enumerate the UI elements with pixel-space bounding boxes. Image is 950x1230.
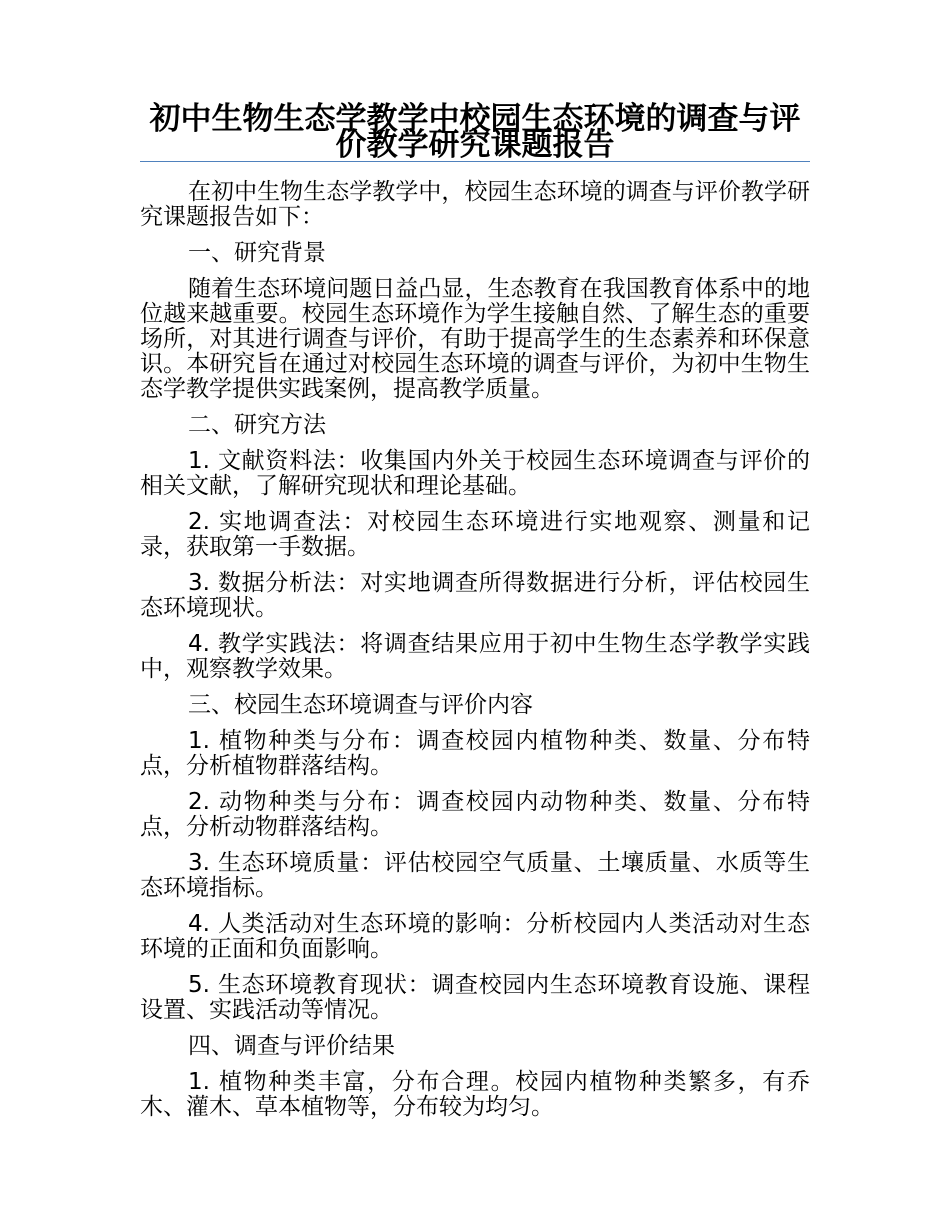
paragraph: 1. 文献资料法：收集国内外关于校园生态环境调查与评价的相关文献，了解研究现状和理论基础。 — [140, 448, 810, 499]
paragraph: 2. 动物种类与分布：调查校园内动物种类、数量、分布特点，分析动物群落结构。 — [140, 789, 810, 840]
section-heading-background: 一、研究背景 — [188, 240, 326, 266]
document-body — [140, 180, 810, 1131]
paragraph: 2. 实地调查法：对校园生态环境进行实地观察、测量和记录，获取第一手数据。 — [140, 509, 810, 560]
paragraph: 随着生态环境问题日益凸显，生态教育在我国教育体系中的地位越来越重要。校园生态环境作为学生接触自然、了解生态的重要场所，对其进行调查与评价，有助于提高学生的生态素养和环保意识。本研究旨在通过对校园生态环境的调查与评价，为初中生物生态学教学提供实践案例，提高教学质量。 — [140, 276, 810, 402]
section-heading-content: 三、校园生态环境调查与评价内容 — [188, 692, 533, 718]
section-heading-methods: 二、研究方法 — [188, 412, 326, 438]
paragraph: 3. 生态环境质量：评估校园空气质量、土壤质量、水质等生态环境指标。 — [140, 850, 810, 901]
document-title: 初中生物生态学教学中校园生态环境的调查与评价教学研究课题报告 — [149, 101, 801, 163]
paragraph: 3. 数据分析法：对实地调查所得数据进行分析，评估校园生态环境现状。 — [140, 570, 810, 621]
paragraph: 4. 教学实践法：将调查结果应用于初中生物生态学教学实践中，观察教学效果。 — [140, 631, 810, 682]
section-heading-results: 四、调查与评价结果 — [188, 1033, 395, 1059]
paragraph: 1. 植物种类丰富，分布合理。校园内植物种类繁多，有乔木、灌木、草本植物等，分布较为均匀。 — [140, 1069, 810, 1120]
title-underline — [140, 161, 810, 162]
paragraph: 5. 生态环境教育现状：调查校园内生态环境教育设施、课程设置、实践活动等情况。 — [140, 972, 810, 1023]
intro-paragraph: 在初中生物生态学教学中，校园生态环境的调查与评价教学研究课题报告如下： — [140, 179, 810, 230]
paragraph: 4. 人类活动对生态环境的影响：分析校园内人类活动对生态环境的正面和负面影响。 — [140, 911, 810, 962]
paragraph: 1. 植物种类与分布：调查校园内植物种类、数量、分布特点，分析植物群落结构。 — [140, 728, 810, 779]
